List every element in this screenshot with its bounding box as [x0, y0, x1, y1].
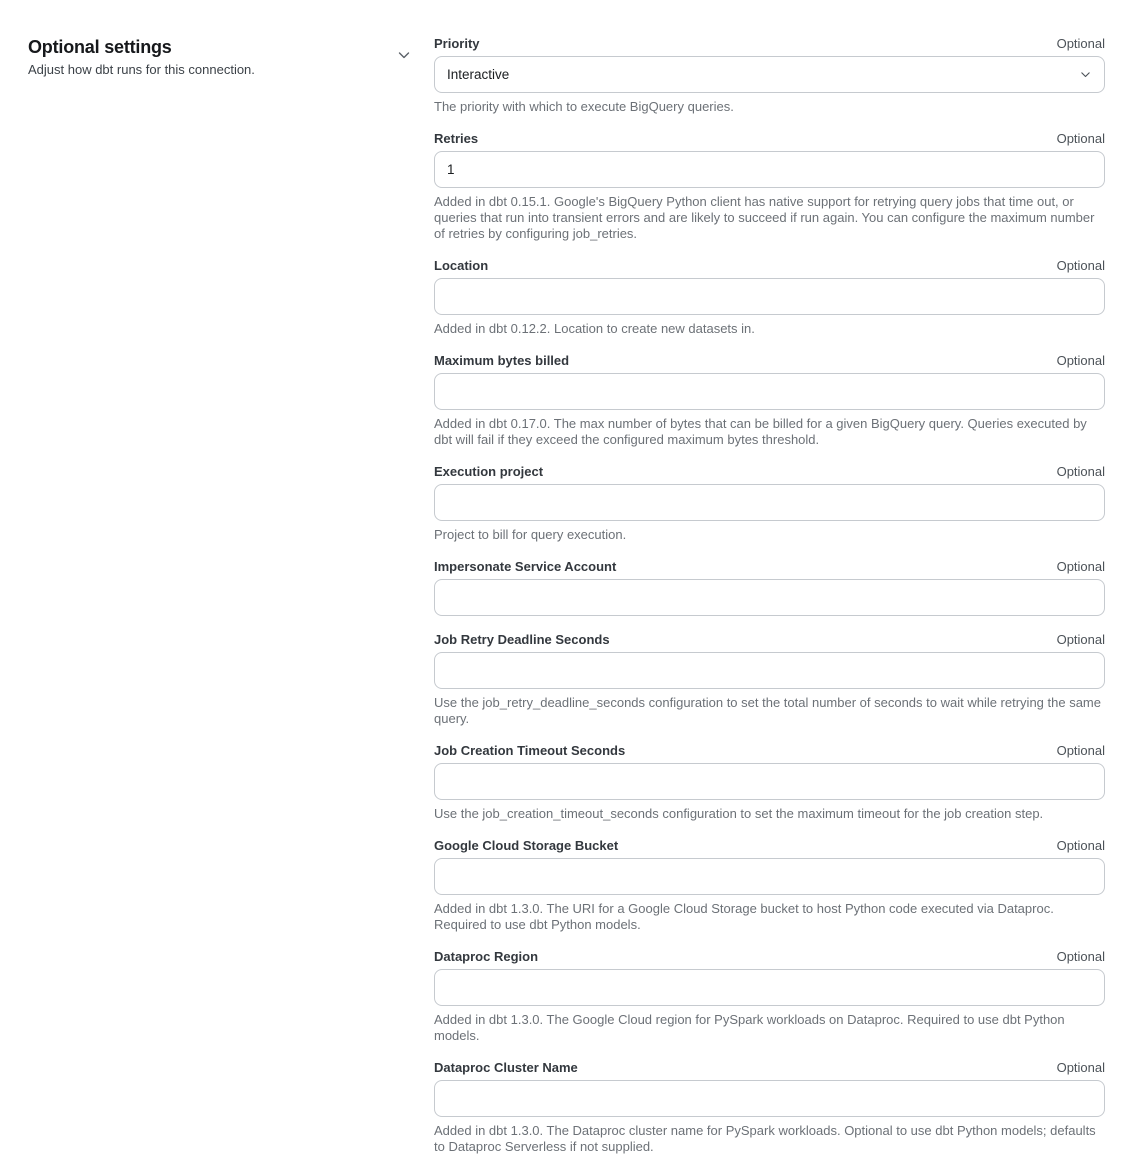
- optional-badge: Optional: [1056, 949, 1105, 964]
- field-header: [434, 464, 1105, 479]
- dataproc-region-label: Dataproc Region: [434, 949, 539, 964]
- retries-input[interactable]: [434, 151, 1105, 188]
- field-header: [434, 36, 1105, 51]
- execution-project-help-text: Project to bill for query execution.: [434, 527, 627, 542]
- optional-badge: Optional: [1056, 464, 1105, 479]
- field-impersonate-service-account: [434, 559, 1105, 616]
- maximum-bytes-billed-label: Maximum bytes billed: [434, 353, 570, 368]
- section-header: [0, 0, 434, 1171]
- field-header: [434, 743, 1105, 758]
- retries-help-text: Added in dbt 0.15.1. Google's BigQuery Python client has native support for retrying query jobs that time out, or queries that run into transient errors and are likely to succeed if run again. You can configure the maximum number of retries by configuring job_retries.: [434, 194, 1095, 241]
- job-creation-timeout-seconds-label: Job Creation Timeout Seconds: [434, 743, 626, 758]
- dataproc-region-input[interactable]: [434, 969, 1105, 1006]
- job-creation-timeout-seconds-help-text: Use the job_creation_timeout_seconds configuration to set the maximum timeout for the job creation step.: [434, 806, 1044, 821]
- optional-badge: Optional: [1056, 258, 1105, 273]
- settings-form: [434, 0, 1105, 1171]
- field-execution-project: [434, 464, 1105, 543]
- job-retry-deadline-seconds-input[interactable]: [434, 652, 1105, 689]
- dataproc-cluster-name-input[interactable]: [434, 1080, 1105, 1117]
- field-job-retry-deadline-seconds: [434, 632, 1105, 727]
- google-cloud-storage-bucket-input[interactable]: [434, 858, 1105, 895]
- optional-badge: Optional: [1056, 559, 1105, 574]
- dataproc-region-help-text: Added in dbt 1.3.0. The Google Cloud region for PySpark workloads on Dataproc. Required to use dbt Python models.: [434, 1012, 1065, 1043]
- job-creation-timeout-seconds-input[interactable]: [434, 763, 1105, 800]
- location-input[interactable]: [434, 278, 1105, 315]
- job-retry-deadline-seconds-help-text: Use the job_retry_deadline_seconds configuration to set the total number of seconds to wait while retrying the same query.: [434, 695, 1101, 726]
- maximum-bytes-billed-help-text: Added in dbt 0.17.0. The max number of bytes that can be billed for a given BigQuery query. Queries executed by dbt will fail if they exceed the configured maximum bytes threshold.: [434, 416, 1087, 447]
- dataproc-cluster-name-help-text: Added in dbt 1.3.0. The Dataproc cluster name for PySpark workloads. Optional to use dbt Python models; defaults to Dataproc Serverless if not supplied.: [434, 1123, 1096, 1154]
- field-header: [434, 632, 1105, 647]
- field-header: [434, 258, 1105, 273]
- priority-label: Priority: [434, 36, 480, 51]
- field-location: [434, 258, 1105, 337]
- field-header: [434, 559, 1105, 574]
- dataproc-cluster-name-label: Dataproc Cluster Name: [434, 1060, 578, 1075]
- field-header: [434, 1060, 1105, 1075]
- impersonate-service-account-label: Impersonate Service Account: [434, 559, 617, 574]
- retries-label: Retries: [434, 131, 479, 146]
- chevron-down-icon: [1079, 68, 1092, 81]
- execution-project-input[interactable]: [434, 484, 1105, 521]
- field-header: [434, 353, 1105, 368]
- priority-select[interactable]: [434, 56, 1105, 93]
- field-google-cloud-storage-bucket: [434, 838, 1105, 933]
- impersonate-service-account-input[interactable]: [434, 579, 1105, 616]
- google-cloud-storage-bucket-help-text: Added in dbt 1.3.0. The URI for a Google Cloud Storage bucket to host Python code executed via Dataproc. Required to use dbt Python models.: [434, 901, 1054, 932]
- google-cloud-storage-bucket-label: Google Cloud Storage Bucket: [434, 838, 619, 853]
- field-header: [434, 949, 1105, 964]
- field-retries: [434, 131, 1105, 242]
- location-label: Location: [434, 258, 489, 273]
- optional-badge: Optional: [1056, 131, 1105, 146]
- field-dataproc-region: [434, 949, 1105, 1044]
- section-collapse-chevron-icon[interactable]: [396, 47, 412, 63]
- execution-project-label: Execution project: [434, 464, 544, 479]
- field-header: [434, 838, 1105, 853]
- select-value: Interactive: [447, 67, 510, 82]
- job-retry-deadline-seconds-label: Job Retry Deadline Seconds: [434, 632, 610, 647]
- optional-badge: Optional: [1056, 632, 1105, 647]
- optional-badge: Optional: [1056, 838, 1105, 853]
- optional-badge: Optional: [1056, 353, 1105, 368]
- optional-badge: Optional: [1056, 743, 1105, 758]
- field-job-creation-timeout-seconds: [434, 743, 1105, 822]
- field-priority: [434, 36, 1105, 115]
- maximum-bytes-billed-input[interactable]: [434, 373, 1105, 410]
- section-title: Optional settings: [28, 37, 172, 57]
- field-header: [434, 131, 1105, 146]
- optional-badge: Optional: [1056, 36, 1105, 51]
- field-maximum-bytes-billed: [434, 353, 1105, 448]
- location-help-text: Added in dbt 0.12.2. Location to create new datasets in.: [434, 321, 755, 336]
- section-description: Adjust how dbt runs for this connection.: [28, 62, 255, 77]
- priority-help-text: The priority with which to execute BigQuery queries.: [434, 99, 734, 114]
- field-dataproc-cluster-name: [434, 1060, 1105, 1155]
- optional-badge: Optional: [1056, 1060, 1105, 1075]
